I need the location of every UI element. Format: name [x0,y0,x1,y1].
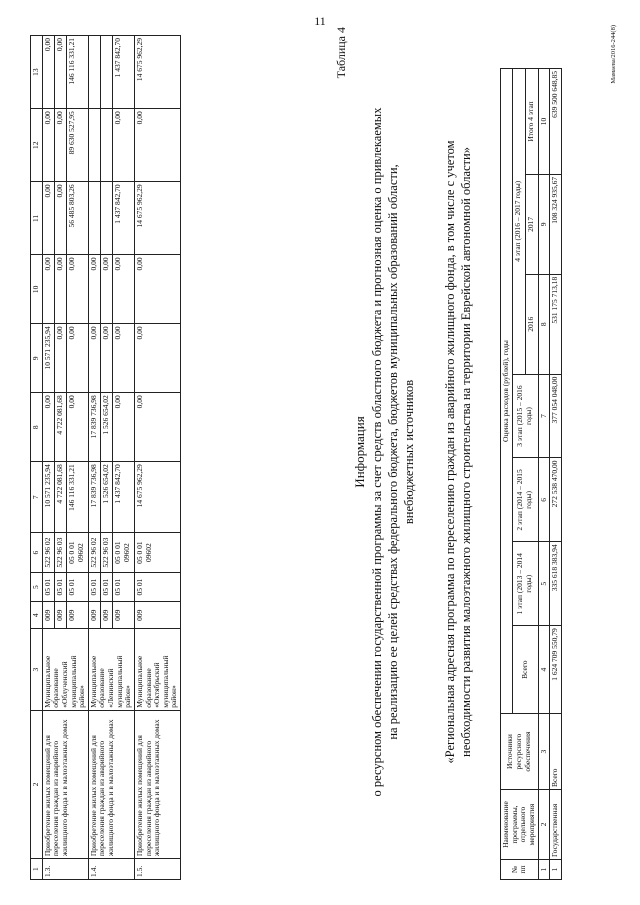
cell: 009 [67,602,89,629]
cell: 009 [88,602,100,629]
cell: 1 526 654,02 [101,393,113,462]
funding-table-continued [30,35,181,880]
cell: 56 485 803,26 [67,182,89,255]
year-2017-cell: 108 324 935,67 [550,174,562,274]
col-num: 1 [538,860,550,880]
cell: 0,00 [101,255,113,324]
column-numbers-row [538,69,550,880]
resource-table [500,68,562,880]
cell [101,182,113,255]
total-cell: 1 624 709 550,79 [550,626,562,714]
header-name: Наименование программы, отдельного мероприятия [501,790,539,860]
cell [88,182,100,255]
row-number: 1.5. [134,859,180,880]
cell: 522 96 02 [42,533,54,573]
cell: 17 839 736,98 [88,393,100,462]
cell: 1 437 842,70 [113,36,135,109]
cell: 0,00 [134,393,180,462]
header-total: Всего [512,626,538,714]
executor: Муниципальное образование «Октябрьский муниципальный район» [134,629,180,710]
cell: 0,00 [67,393,89,462]
cell: 0,00 [42,393,54,462]
header-estimate: Оценка расходов (рублей), годы [501,69,513,714]
col-num: 1 [31,859,43,880]
program-cell: Государственная [550,790,562,860]
row-number: 1 [550,860,562,880]
title-line: на реализацию ее целей средствах федерального бюджета, бюджетов муниципальных образований области, [386,164,401,740]
stage3-cell: 377 054 048,00 [550,374,562,458]
cell: 1 437 842,70 [113,182,135,255]
cell: 0,00 [54,36,66,109]
header-stage3: 3 этап (2015 – 2016 годы) [512,374,538,458]
col-num: 9 [31,324,43,393]
cell: 05 01 [42,572,54,601]
source-cell: Всего [550,714,562,790]
cell: 0,00 [88,255,100,324]
cell: 146 116 331,21 [67,36,89,109]
cell: 0,00 [42,255,54,324]
cell: 05 01 [54,572,66,601]
cell: 0,00 [54,109,66,182]
cell: 1 437 842,70 [113,462,135,533]
cell: 05 01 [113,572,135,601]
row-number: 1.3. [42,859,88,880]
table-row [134,36,180,880]
row-number: 1.4. [88,859,134,880]
header-stage4: 4 этап (2016 – 2017 годы) [512,69,525,375]
stage1-cell: 335 618 383,94 [550,542,562,626]
document-title [352,52,418,852]
cell: 522 96 03 [101,533,113,573]
cell [101,36,113,109]
cell: 522 96 02 [88,533,100,573]
executor: Муниципальное образование «Облученский муниципальный район» [42,629,88,710]
table-row [42,36,54,880]
col-num: 13 [31,36,43,109]
cell: 0,00 [113,324,135,393]
cell: 0,00 [134,109,180,182]
cell: 0,00 [54,182,66,255]
document-code: Мамаева/2016-244(8) [610,25,617,84]
program-line: «Региональная адресная программа по переселению граждан из аварийного жилищного фонда, в том числе с учетом [443,140,457,764]
col-num: 10 [538,69,550,175]
col-num: 5 [31,572,43,601]
col-num: 6 [538,458,550,542]
col-num: 6 [31,533,43,573]
table-row [88,36,100,880]
col-num: 4 [538,626,550,714]
measure-name: Приобретение жилых помещений для переселения граждан из аварийного жилищного фонда и в малоэтажных домах [42,710,88,858]
cell: 0,00 [134,255,180,324]
title-line: внебюджетных источников [402,379,417,525]
cell: 0,00 [134,324,180,393]
cell: 05 0 01 09602 [113,533,135,573]
program-name [442,52,475,852]
cell: 0,00 [67,324,89,393]
cell: 05 0 01 09602 [67,533,89,573]
cell: 10 571 235,94 [42,324,54,393]
table-label: Таблица 4 [334,27,348,79]
col-num: 9 [538,174,550,274]
page-number: 11 [314,14,326,28]
table-row [550,69,562,880]
cell: 009 [54,602,66,629]
column-numbers-row [31,36,43,880]
col-num: 4 [31,602,43,629]
cell: 0,00 [54,255,66,324]
header-no: № пп [501,860,539,880]
cell: 14 675 962,29 [134,36,180,109]
cell: 14 675 962,29 [134,182,180,255]
cell: 4 722 081,68 [54,393,66,462]
cell: 89 630 527,95 [67,109,89,182]
col-num: 2 [31,710,43,858]
cell: 10 571 235,94 [42,462,54,533]
col-num: 2 [538,790,550,860]
header-2017: 2017 [525,174,538,274]
cell: 0,00 [113,393,135,462]
header-stage2: 2 этап (2014 – 2015 годы) [512,458,538,542]
col-num: 10 [31,255,43,324]
cell: 0,00 [113,255,135,324]
col-num: 5 [538,542,550,626]
cell: 522 96 03 [54,533,66,573]
col-num: 7 [31,462,43,533]
stage2-cell: 272 538 470,00 [550,458,562,542]
cell [88,36,100,109]
cell: 05 0 01 09602 [134,533,180,573]
col-num: 8 [538,274,550,374]
cell: 009 [42,602,54,629]
cell: 146 116 331,21 [67,462,89,533]
cell: 009 [101,602,113,629]
cell: 05 01 [67,572,89,601]
cell: 0,00 [42,109,54,182]
cell: 0,00 [42,182,54,255]
executor: Муниципальное образование «Ленинский муниципальный район» [88,629,134,710]
col-num: 3 [538,714,550,790]
header-2016: 2016 [525,274,538,374]
col-num: 7 [538,374,550,458]
cell: 009 [134,602,180,629]
cell [101,109,113,182]
header-stage4-total: Итого 4 этап [525,69,538,175]
col-num: 3 [31,629,43,710]
title-line: о ресурсном обеспечении государственной программы за счет средств областного бюджета и прогнозная оценка о привлекаемых [369,107,384,797]
program-line: необходимости развития малоэтажного жилищного строительства на территории Еврейской автономной области» [459,147,474,757]
measure-name: Приобретение жилых помещений для переселения граждан из аварийного жилищного фонда и в малоэтажных домах [88,710,134,858]
cell: 0,00 [88,324,100,393]
rotated-page [22,17,627,892]
cell: 05 01 [101,572,113,601]
cell: 05 01 [134,572,180,601]
cell: 14 675 962,29 [134,462,180,533]
cell: 009 [113,602,135,629]
cell: 0,00 [54,324,66,393]
measure-name: Приобретение жилых помещений для переселения граждан из аварийного жилищного фонда и в малоэтажных домах [134,710,180,858]
cell: 0,00 [113,109,135,182]
col-num: 8 [31,393,43,462]
col-num: 12 [31,109,43,182]
header-stage1: 1 этап (2013 – 2014 годы) [512,542,538,626]
title-heading: Информация [352,416,367,488]
year-2016-cell: 531 175 713,18 [550,274,562,374]
cell: 17 839 736,98 [88,462,100,533]
header-source: Источники ресурсного обеспечения [501,714,539,790]
cell: 0,00 [101,324,113,393]
col-num: 11 [31,182,43,255]
cell: 0,00 [67,255,89,324]
cell: 05 01 [88,572,100,601]
header-row [501,69,513,880]
cell [88,109,100,182]
cell: 1 526 654,02 [101,462,113,533]
cell: 0,00 [42,36,54,109]
cell: 4 722 081,68 [54,462,66,533]
stage4-total-cell: 639 500 648,85 [550,69,562,175]
